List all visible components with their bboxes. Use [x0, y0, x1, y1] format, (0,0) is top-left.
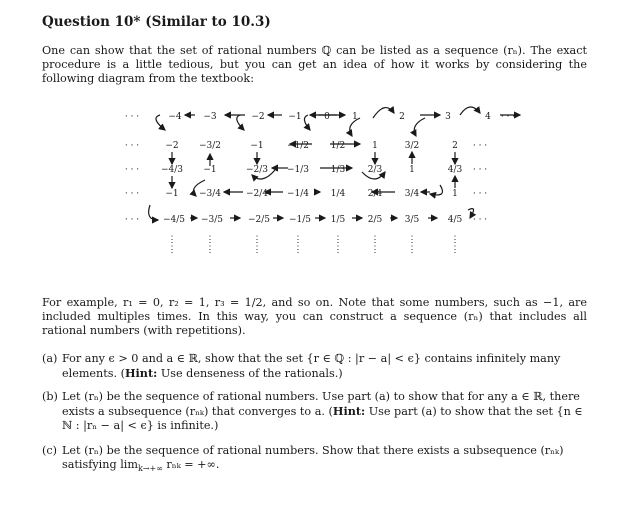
- intro-paragraph: One can show that the set of rational numbers ℚ can be listed as a sequence (rₙ). The exact procedure is a little tedious, but you can get an idea of how it works by considering the following diagram from the textbook:: [42, 44, 587, 85]
- diagram-vdots-a-1: ⋮: [205, 235, 215, 245]
- diagram-cell-row2-4: 1/2: [330, 141, 346, 151]
- question-title: Question 10* (Similar to 10.3): [42, 14, 271, 30]
- diagram-vdots-a-5: ⋮: [370, 235, 380, 245]
- part-b-label: (b): [42, 390, 58, 403]
- diagram-vdots-a-2: ⋮: [252, 235, 262, 245]
- diagram-vdots-b-4: ⋮: [333, 245, 343, 255]
- part-c-label: (c): [42, 444, 57, 457]
- diagram-dots-right-0: · · ·: [500, 112, 516, 122]
- part-a-hint-label: Hint:: [124, 366, 158, 380]
- part-c-limsub: k→+∞: [137, 464, 163, 474]
- diagram-cell-row5-5: 2/5: [367, 215, 383, 225]
- arrow-curve-a: [156, 115, 165, 130]
- part-b-hint: Use part (a) to show that the set {n ∈ ℕ : |rₙ − a| < ϵ} is infinite.): [62, 405, 583, 432]
- diagram-cell-row3-3: −1/3: [286, 165, 310, 175]
- diagram-dots-left-0: · · ·: [124, 112, 140, 122]
- part-a: (a) For any ϵ > 0 and a ∈ ℝ, show that the set {r ∈ ℚ : |r − a| < ϵ} contains infinitely many elements. (Hint: Use denseness of the rationals.): [42, 352, 561, 380]
- diagram-dots-right-2: · · ·: [472, 165, 488, 175]
- diagram-cell-row4-7: 1: [452, 189, 458, 199]
- diagram-cell-row3-2: −2/3: [245, 165, 269, 175]
- diagram-vdots-b-5: ⋮: [370, 245, 380, 255]
- diagram-cell-r1-5: 1: [352, 112, 358, 122]
- diagram-dots-left-3: · · ·: [124, 189, 140, 199]
- diagram-cell-row4-1: −3/4: [198, 189, 222, 199]
- diagram-cell-row3-5: 2/3: [367, 165, 383, 175]
- diagram-cell-r1-0: −4: [168, 112, 182, 122]
- diagram-vdots-a-4: ⋮: [333, 235, 343, 245]
- diagram-dots-right-3: · · ·: [472, 189, 488, 199]
- part-a-hint: Use denseness of the rationals.): [160, 367, 343, 380]
- diagram-cell-row2-2: −1: [250, 141, 264, 151]
- diagram-cell-row2-1: −3/2: [198, 141, 222, 151]
- part-a-text: For any ϵ > 0 and a ∈ ℝ, show that the set {r ∈ ℚ : |r − a| < ϵ} contains infinitely many elements.: [62, 352, 561, 380]
- diagram-cell-row4-6: 3/4: [404, 189, 420, 199]
- part-c-tail: rₙₖ = +∞.: [162, 458, 220, 471]
- part-c: [42, 444, 587, 476]
- diagram-cell-row3-0: −4/3: [160, 165, 184, 175]
- diagram-cell-row4-3: −1/4: [286, 189, 310, 199]
- arrow-curve-c: [304, 115, 310, 130]
- diagram-cell-r1-4: 0: [324, 112, 330, 122]
- diagram-cell-row2-5: 1: [372, 141, 378, 151]
- diagram-cell-row3-4: 1/3: [330, 165, 346, 175]
- part-b: (b) Let (rₙ) be the sequence of rational numbers. Use part (a) to show that for any a ∈ ℝ, there exists a subsequence (rₙₖ) that converges to a. (Hint: Use part (a) to show that the set {n ∈ ℕ : |rₙ − a| < ϵ} is infinite.): [42, 390, 583, 432]
- diagram-cell-row2-3: −1/2: [286, 141, 310, 151]
- diagram-vdots-b-3: ⋮: [293, 245, 303, 255]
- part-a-label: (a): [42, 352, 58, 365]
- arrow-3-4: [460, 107, 480, 115]
- diagram-cell-row5-6: 3/5: [404, 215, 420, 225]
- diagram-vdots-b-6: ⋮: [407, 245, 417, 255]
- diagram-vdots-b-7: ⋮: [450, 245, 460, 255]
- diagram-cell-row2-0: −2: [165, 141, 179, 151]
- diagram-cell-row4-5: 2/4: [367, 189, 383, 199]
- diagram-cell-row5-7: 4/5: [447, 215, 463, 225]
- arrow-1-2: [373, 108, 394, 118]
- arrow-curve-e: [414, 118, 425, 136]
- diagram-cell-row4-2: −2/4: [245, 189, 269, 199]
- diagram-cell-row4-4: 1/4: [330, 189, 346, 199]
- diagram-cell-row5-3: −1/5: [288, 215, 312, 225]
- diagram-cell-row5-0: −4/5: [162, 215, 186, 225]
- diagram-cell-row3-1: −1: [203, 165, 217, 175]
- diagram-vdots-a-6: ⋮: [407, 235, 417, 245]
- diagram-cell-r1-2: −2: [251, 112, 265, 122]
- diagram-dots-left-1: · · ·: [124, 141, 140, 151]
- diagram-cell-row5-1: −3/5: [200, 215, 224, 225]
- diagram-vdots-a-7: ⋮: [450, 235, 460, 245]
- arrow-r5-curve: [149, 205, 158, 220]
- part-b-hint-label: Hint:: [332, 404, 366, 418]
- diagram-vdots-a-3: ⋮: [293, 235, 303, 245]
- diagram-dots-left-4: · · ·: [124, 215, 140, 225]
- part-c-text: Let (rₙ) be the sequence of rational numbers. Show that there exists a subsequence (rₙₖ) satisfying lim: [62, 444, 564, 471]
- diagram-cell-r1-1: −3: [203, 112, 217, 122]
- arrow-curve-b: [237, 115, 244, 130]
- diagram-vdots-a-0: ⋮: [167, 235, 177, 245]
- diagram-dots-left-2: · · ·: [124, 165, 140, 175]
- diagram-cell-row5-4: 1/5: [330, 215, 346, 225]
- diagram-cell-r1-6: 2: [399, 112, 405, 122]
- diagram-vdots-b-1: ⋮: [205, 245, 215, 255]
- diagram-cell-r1-7: 3: [445, 112, 451, 122]
- diagram-dots-right-4: · · ·: [472, 215, 488, 225]
- example-paragraph: For example, r₁ = 0, r₂ = 1, r₃ = 1/2, and so on. Note that some numbers, such as −1, are included multiples times. In this way, you can construct a sequence (rₙ) that includes all rational numbers (with repetitions).: [42, 296, 587, 337]
- diagram-cell-r1-8: 4: [485, 112, 491, 122]
- part-b-text: Let (rₙ) be the sequence of rational numbers. Use part (a) to show that for any a ∈ ℝ, there exists a subsequence (rₙₖ) that converges to a.: [62, 390, 580, 418]
- diagram-cell-row3-6: 1: [409, 165, 415, 175]
- diagram-vdots-b-2: ⋮: [252, 245, 262, 255]
- arrow-r4-curve2: [430, 185, 442, 195]
- diagram-dots-right-1: · · ·: [472, 141, 488, 151]
- diagram-cell-row2-6: 3/2: [404, 141, 420, 151]
- diagram-cell-row2-7: 2: [452, 141, 458, 151]
- diagram-cell-r1-3: −1: [288, 112, 302, 122]
- diagram-vdots-b-0: ⋮: [167, 245, 177, 255]
- diagram-cell-row4-0: −1: [165, 189, 179, 199]
- diagram-cell-row3-7: 4/3: [447, 165, 463, 175]
- diagram-cell-row5-2: −2/5: [247, 215, 271, 225]
